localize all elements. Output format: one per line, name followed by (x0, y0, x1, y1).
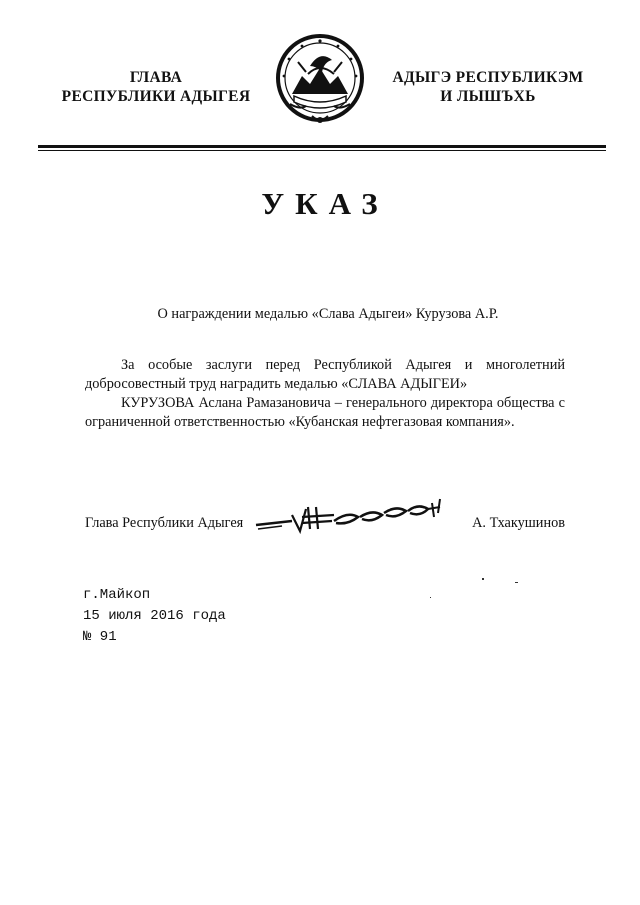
scan-speck (482, 578, 484, 580)
handwritten-signature (252, 495, 452, 535)
document-title: УКАЗ (261, 186, 389, 221)
document-footer (83, 585, 226, 648)
issuer-header-russian (40, 68, 272, 106)
header-divider-thin (38, 150, 606, 151)
document-subject: О награждении медалью «Слава Адыгеи» Курузова А.Р. (157, 306, 499, 322)
issuer-title-adyghe-line1: АДЫГЭ РЕСПУБЛИКЭМ (392, 69, 584, 86)
decree-body (85, 356, 565, 432)
place-of-signing: г.Майкоп (83, 587, 151, 603)
issuer-header-adyghe (372, 68, 604, 106)
issuer-title-adyghe-line2: И ЛЫШЪХЬ (440, 88, 536, 105)
issuer-title-line2: РЕСПУБЛИКИ АДЫГЕЯ (61, 88, 251, 105)
decree-paragraph-1: За особые заслуги перед Республикой Адыгея и многолетний добросовестный труд наградить медалью «СЛАВА АДЫГЕИ» (85, 357, 565, 392)
decree-paragraph-2: КУРУЗОВА Аслана Рамазановича – генерального директора общества с ограниченной ответственностью «Кубанская нефтегазовая компания». (85, 395, 565, 430)
date-of-signing: 15 июля 2016 года (83, 608, 226, 624)
scan-speck (430, 597, 431, 598)
signatory-name: А. Тхакушинов (472, 515, 565, 531)
coat-of-arms-of-adygea-icon (272, 32, 368, 132)
scan-speck (515, 582, 518, 583)
signatory-position: Глава Республики Адыгея (85, 515, 244, 531)
issuer-title-line1: ГЛАВА (129, 69, 183, 86)
decree-number: № 91 (83, 629, 117, 645)
header-divider-thick (38, 145, 606, 148)
